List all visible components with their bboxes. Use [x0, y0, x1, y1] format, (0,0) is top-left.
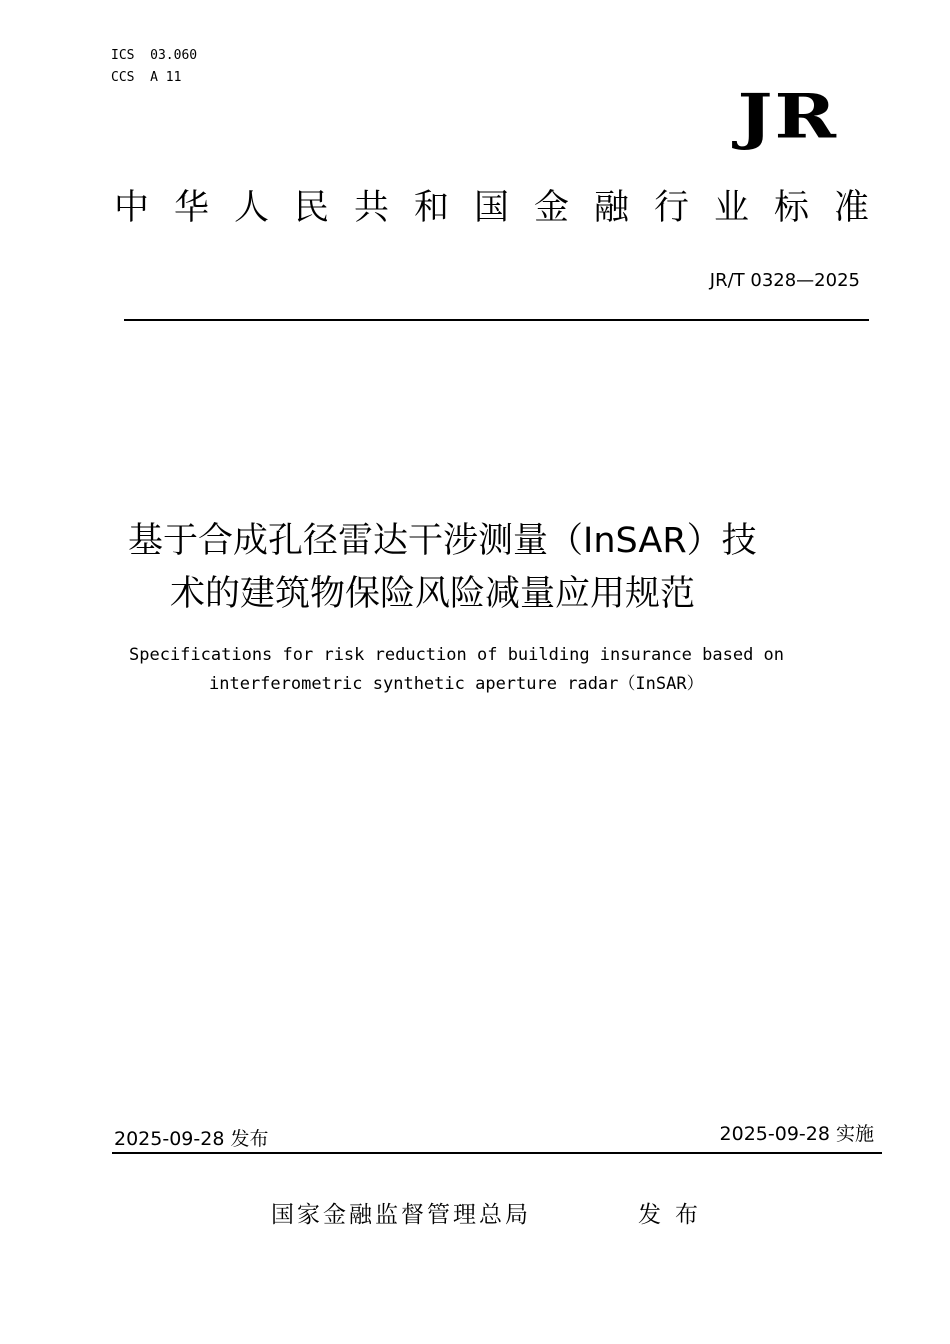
standard-number: JR/T 0328—2025 — [709, 270, 860, 291]
jr-logo: JR — [737, 81, 838, 153]
ics-code: ICS 03.060 — [111, 48, 198, 63]
title-zh-line-1: 基于合成孔径雷达干涉测量（InSAR）技 — [128, 521, 757, 561]
bottom-divider — [112, 1152, 882, 1154]
issue-date: 2025-09-28 发布 — [114, 1128, 269, 1150]
implementation-date: 2025-09-28 实施 — [719, 1123, 874, 1145]
industry-standard-label: 中华人民共和国金融行业标准 — [114, 188, 895, 228]
title-en-line-2: interferometric synthetic aperture radar（InSAR） — [209, 674, 704, 694]
title-en-line-1: Specifications for risk reduction of building insurance based on — [129, 645, 785, 665]
title-zh-line-2: 术的建筑物保险风险减量应用规范 — [170, 574, 696, 614]
ccs-code: CCS A 11 — [111, 70, 182, 85]
top-divider — [124, 319, 869, 321]
issuer-name: 国家金融监督管理总局 — [271, 1202, 531, 1228]
issuer-action: 发布 — [638, 1202, 712, 1228]
